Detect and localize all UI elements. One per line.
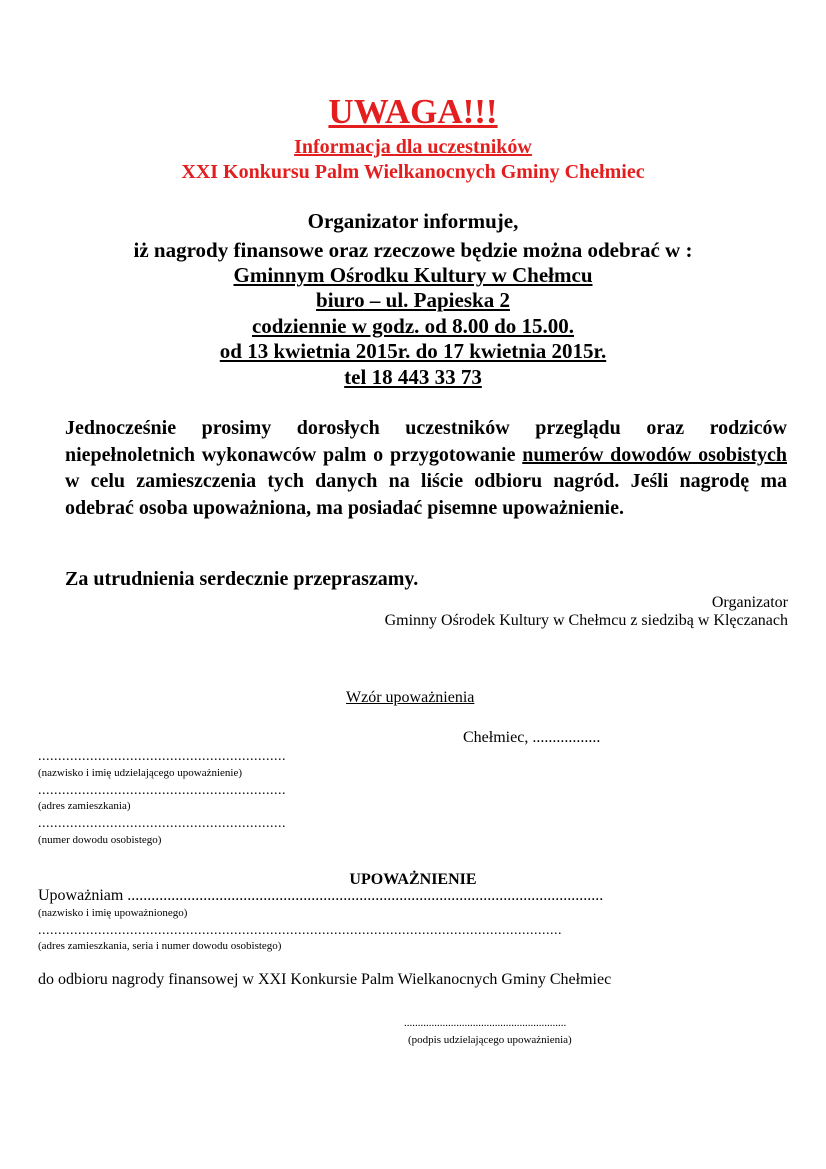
notice-title: UWAGA!!!: [328, 92, 498, 131]
info-hours-line: codziennie w godz. od 8.00 do 15.00.: [251, 314, 574, 338]
request-text-end: w celu zamieszczenia tych danych na liście odbioru nagród. Jeśli nagrodę ma odebrać osoba upoważniona, ma posiadać pisemne upoważnienie.: [65, 470, 787, 519]
request-text-start: Jednocześnie prosimy dorosłych uczestników przeglądu oraz rodziców niepełnoletnich wykonawców palm o przygotowanie: [65, 417, 787, 466]
signature-organization: Gminny Ośrodek Kultury w Chełmcu z siedzibą w Klęczanach: [384, 612, 788, 629]
info-prizes-line: iż nagrody finansowe oraz rzeczowe będzie można odebrać w :: [133, 238, 693, 262]
label-authorized-address: (adres zamieszkania, seria i numer dowodu osobistego): [38, 940, 282, 952]
label-grantor-name: (nazwisko i imię udzielającego upoważnienie): [38, 767, 243, 779]
info-dates-line: od 13 kwietnia 2015r. do 17 kwietnia 2015r.: [219, 339, 607, 363]
info-venue-line: Gminnym Ośrodku Kultury w Chełmcu: [233, 263, 593, 287]
signature-role: Organizator: [711, 594, 788, 611]
authorize-line: Upoważniam .......................................................................................................................: [38, 887, 604, 904]
authorized-address-dots: ...................................................................................................................................: [38, 923, 562, 938]
authorization-heading: UPOWAŻNIENIE: [349, 871, 477, 888]
id-dots: ..............................................................: [38, 816, 286, 831]
label-authorized-name: (nazwisko i imię upoważnionego): [38, 907, 188, 919]
info-address-line: biuro – ul. Papieska 2: [316, 288, 510, 312]
notice-subtitle-participants: Informacja dla uczestników: [294, 136, 532, 158]
apology-line: Za utrudnienia serdecznie przepraszamy.: [65, 568, 419, 590]
address-dots: ..............................................................: [38, 783, 286, 798]
label-grantor-address: (adres zamieszkania): [38, 800, 131, 812]
request-text-underlined: numerów dowodów osobistych: [522, 443, 787, 466]
purpose-line: do odbioru nagrody finansowej w XXI Konkursie Palm Wielkanocnych Gminy Chełmiec: [38, 971, 612, 988]
signature-dots: ...........................................................: [404, 1017, 567, 1029]
request-paragraph: [65, 415, 787, 521]
label-signature: (podpis udzielającego upoważnienia): [408, 1034, 572, 1046]
info-organizer-line: Organizator informuje,: [307, 209, 519, 233]
template-title: Wzór upoważnienia: [346, 689, 475, 706]
notice-subtitle-contest: XXI Konkursu Palm Wielkanocnych Gminy Chełmiec: [181, 161, 645, 183]
info-phone-line: tel 18 443 33 73: [344, 365, 482, 389]
name-dots: ..............................................................: [38, 749, 286, 764]
place-date: Chełmiec, .................: [463, 729, 601, 746]
label-grantor-id: (numer dowodu osobistego): [38, 834, 162, 846]
